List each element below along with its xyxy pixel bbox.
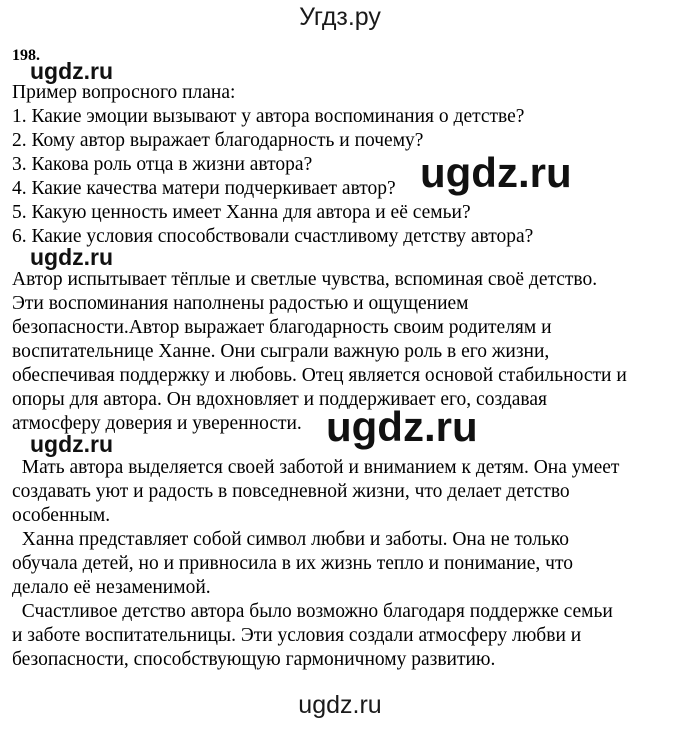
answer-line: делало её незаменимой. xyxy=(12,577,211,598)
plan-heading: Пример вопросного плана: xyxy=(12,82,236,103)
plan-item: 3. Какова роль отца в жизни автора? xyxy=(12,154,313,175)
answer-line: Автор испытывает тёплые и светлые чувства, вспоминая своё детство. xyxy=(12,269,598,290)
answer-line: Эти воспоминания наполнены радостью и ощущением xyxy=(12,293,469,314)
answer-line: особенным. xyxy=(12,505,111,526)
plan-item: 2. Кому автор выражает благодарность и почему? xyxy=(12,130,424,151)
watermark: ugdz.ru xyxy=(420,149,572,196)
plan-item: 1. Какие эмоции вызывают у автора воспоминания о детстве? xyxy=(12,106,525,127)
answer-line: Счастливое детство автора было возможно благодаря поддержке семьи xyxy=(12,601,613,622)
answer-line: и заботе воспитательницы. Эти условия создали атмосферу любви и xyxy=(12,625,582,646)
answer-line: Мать автора выделяется своей заботой и вниманием к детям. Она умеет xyxy=(12,457,620,478)
answer-line: опоры для автора. Он вдохновляет и поддерживает его, создавая xyxy=(12,389,547,410)
watermark: ugdz.ru xyxy=(30,244,114,270)
answer-line: обучала детей, но и привносила в их жизнь тепло и понимание, что xyxy=(12,553,573,574)
plan-item: 5. Какую ценность имеет Ханна для автора и её семьи? xyxy=(12,202,471,223)
answer-line: воспитательнице Ханне. Они сыграли важную роль в его жизни, xyxy=(12,341,550,362)
plan-item: 6. Какие условия способствовали счастливому детству автора? xyxy=(12,226,534,247)
watermark: ugdz.ru xyxy=(30,58,114,84)
watermark: ugdz.ru xyxy=(326,403,478,450)
task-number: 198. xyxy=(12,47,40,64)
answer-line: Ханна представляет собой символ любви и заботы. Она не только xyxy=(12,529,569,550)
footer-site-name: ugdz.ru xyxy=(298,691,382,719)
answer-line: атмосферу доверия и уверенности. xyxy=(12,413,302,434)
answer-line: безопасности.Автор выражает благодарность своим родителям и xyxy=(12,317,552,338)
watermark: ugdz.ru xyxy=(30,431,114,457)
answer-line: обеспечивая поддержку и любовь. Отец является основой стабильности и xyxy=(12,365,627,386)
plan-item: 4. Какие качества матери подчеркивает автор? xyxy=(12,178,396,199)
site-title: Угдз.ру xyxy=(299,3,381,31)
answer-line: безопасности, способствующую гармоничному развитию. xyxy=(12,649,496,670)
answer-line: создавать уют и радость в повседневной жизни, что делает детство xyxy=(12,481,570,502)
